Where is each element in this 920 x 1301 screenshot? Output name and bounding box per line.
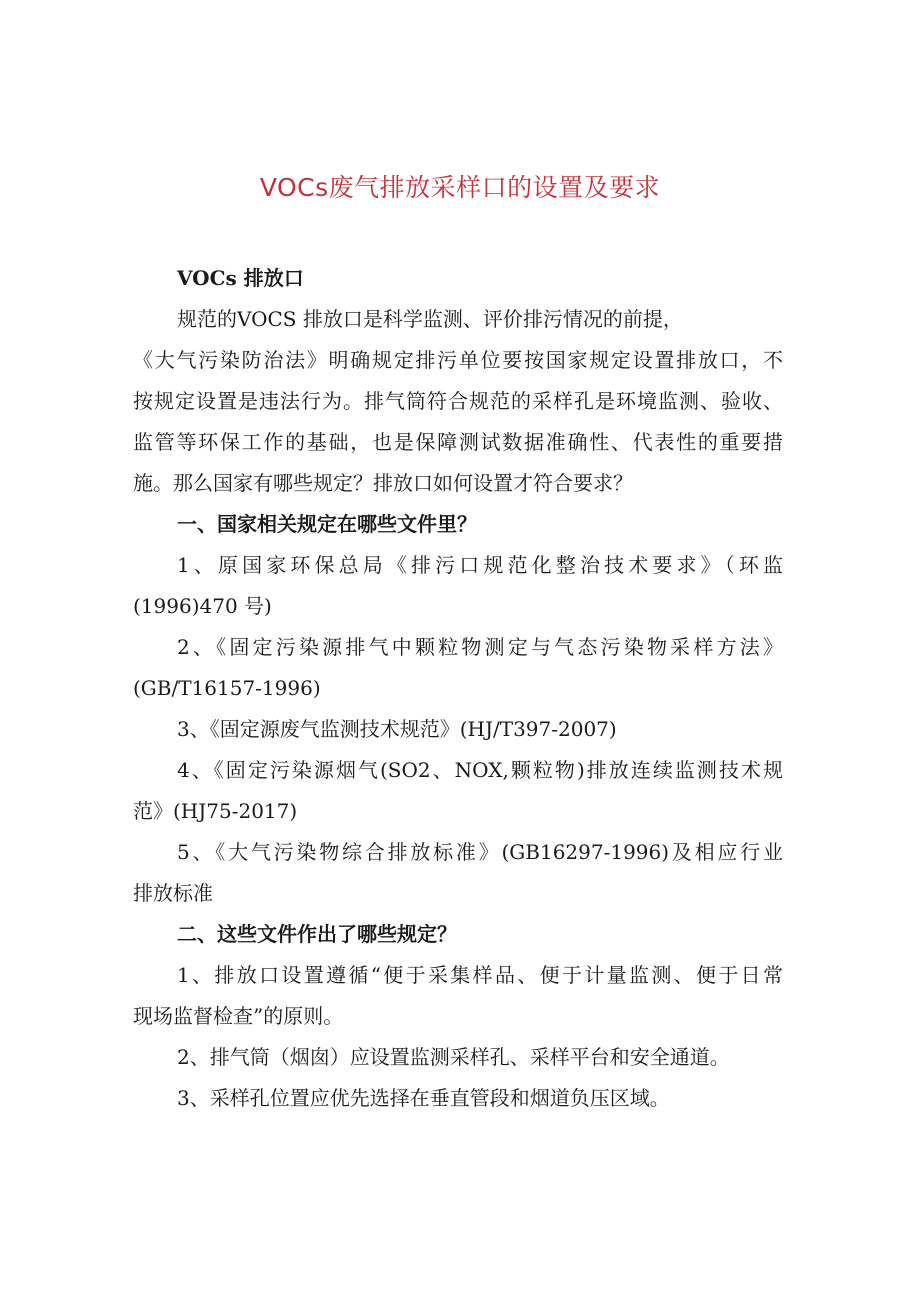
document-title: VOCs废气排放采样口的设置及要求 bbox=[259, 173, 661, 202]
paragraph-line: 排放标准 bbox=[133, 881, 213, 905]
paragraph-line: 监管等环保工作的基础，也是保障测试数据准确性、代表性的重要措 bbox=[133, 430, 783, 454]
paragraph-line: 4、《固定污染源烟气(SO2、NOX,颗粒物)排放连续监测技术规 bbox=[177, 758, 783, 782]
section-heading: VOCs 排放口 bbox=[177, 266, 304, 290]
paragraph-line: 《大气污染防治法》明确规定排污单位要按国家规定设置排放口，不 bbox=[133, 348, 783, 372]
paragraph-line: 规范的VOCS 排放口是科学监测、评价排污情况的前提， bbox=[177, 307, 683, 331]
paragraph-line: 现场监督检查”的原则。 bbox=[133, 1004, 344, 1028]
paragraph-line: 3、采样孔位置应优先选择在垂直管段和烟道负压区域。 bbox=[177, 1086, 670, 1110]
paragraph-line: 3、《固定源废气监测技术规范》(HJ/T397-2007) bbox=[177, 717, 617, 741]
section-heading: 二、这些文件作出了哪些规定？ bbox=[177, 922, 457, 946]
section-heading: 一、国家相关规定在哪些文件里？ bbox=[177, 512, 477, 536]
document-body bbox=[133, 258, 783, 1119]
paragraph-line: 1、排放口设置遵循“便于采集样品、便于计量监测、便于日常 bbox=[177, 963, 783, 987]
paragraph-line: 2、《固定污染源排气中颗粒物测定与气态污染物采样方法》 bbox=[177, 635, 783, 659]
paragraph-line: 1、原国家环保总局《排污口规范化整治技术要求》（环监 bbox=[177, 553, 783, 577]
paragraph-line: 施。那么国家有哪些规定？排放口如何设置才符合要求？ bbox=[133, 471, 633, 495]
paragraph-line: 2、排气筒（烟囱）应设置监测采样孔、采样平台和安全通道。 bbox=[177, 1045, 730, 1069]
paragraph-line: 按规定设置是违法行为。排气筒符合规范的采样孔是环境监测、验收、 bbox=[133, 389, 783, 413]
paragraph-line: 5、《大气污染物综合排放标准》(GB16297-1996)及相应行业 bbox=[177, 840, 783, 864]
paragraph-line: (GB/T16157-1996) bbox=[133, 676, 321, 700]
paragraph-line: (1996)470 号) bbox=[133, 594, 272, 618]
paragraph-line: 范》(HJ75-2017) bbox=[133, 799, 298, 823]
